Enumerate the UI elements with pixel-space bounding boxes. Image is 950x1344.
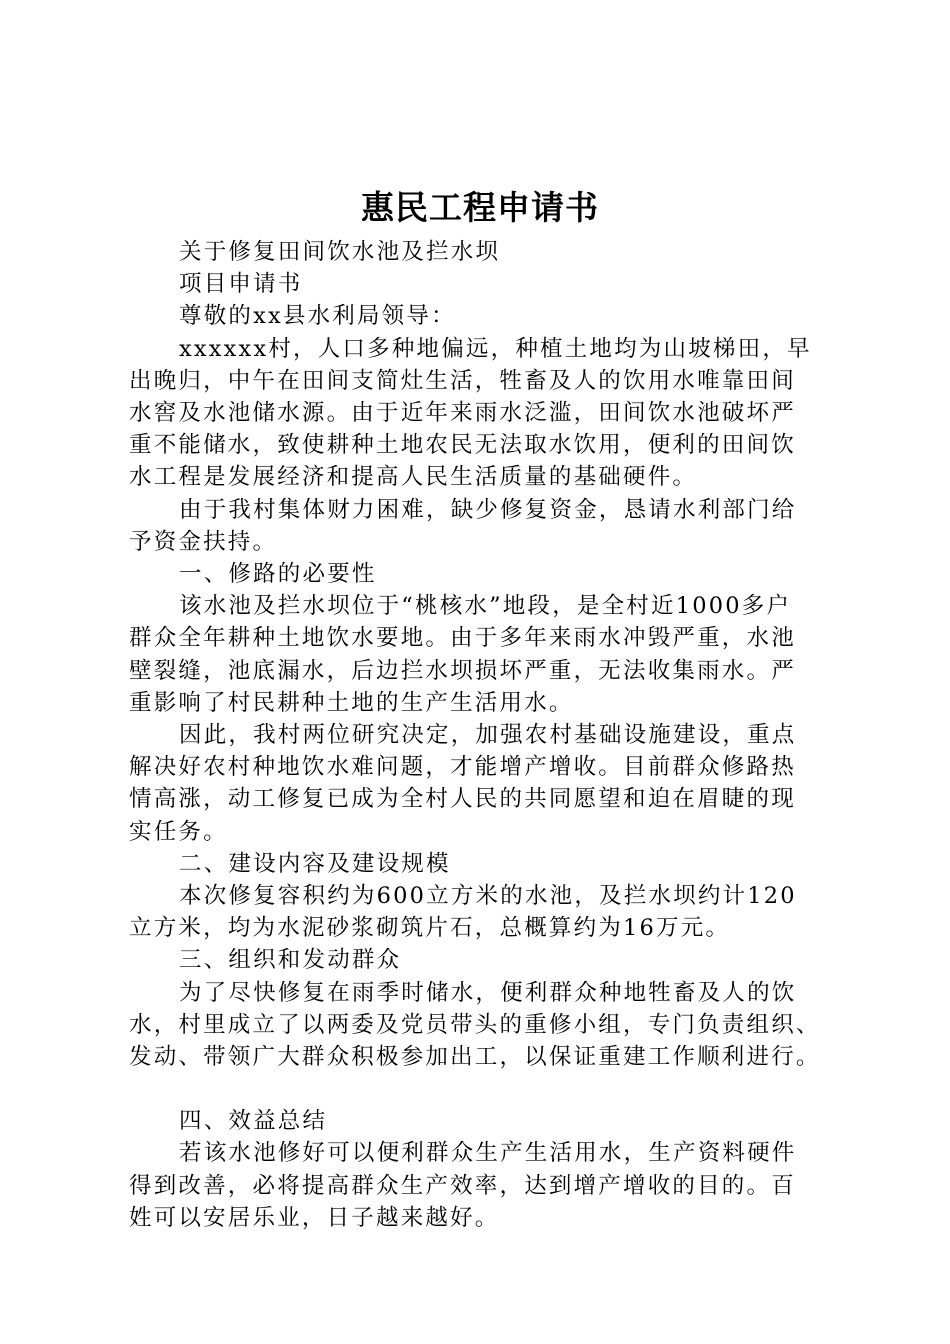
text-line: 项目申请书 [179,271,303,298]
text-line: 二、建设内容及建设规模 [179,850,451,877]
document-body [129,236,841,1234]
text-line: 该水池及拦水坝位于“桃核水”地段，是全村近1000多户 [179,593,792,620]
text-line: 四、效益总结 [179,1108,328,1135]
text-line: 予资金扶持。 [129,528,278,555]
text-line: 发动、带领广大群众积极参加出工，以保证重建工作顺利进行。 [129,1044,821,1071]
text-line: 重影响了村民耕种土地的生产生活用水。 [129,689,574,716]
text-line: 实任务。 [129,818,228,845]
section-heading-1 [129,558,841,590]
text-line: 由于我村集体财力困难，缺少修复资金，恳请水利部门给 [179,496,797,523]
paragraph-request [129,494,841,558]
project-subject-line-2 [129,268,841,300]
text-line: 因此，我村两位研究决定，加强农村基础设施建设，重点 [179,722,797,749]
paragraph-organization [129,977,841,1074]
text-line: 出晚归，中午在田间支简灶生活，牲畜及人的饮用水唯靠田间 [129,367,796,394]
text-line: 重不能储水，致使耕种土地农民无法取水饮用，便利的田间饮 [129,432,796,459]
blank-line [129,1073,841,1105]
text-line: 水，村里成立了以两委及党员带头的重修小组，专门负责组织、 [129,1011,821,1038]
text-line: 三、组织和发动群众 [179,947,402,974]
text-line: 水窖及水池储水源。由于近年来雨水泛滥，田间饮水池破坏严 [129,400,796,427]
text-line: 姓可以安居乐业，日子越来越好。 [129,1204,500,1231]
salutation [129,300,841,332]
text-line: 壁裂缝，池底漏水，后边拦水坝损坏严重，无法收集雨水。严 [129,657,796,684]
text-line: 解决好农村种地饮水难问题，才能增产增收。目前群众修路热 [129,754,796,781]
section-heading-4 [129,1105,841,1137]
text-line: xxxxxx村，人口多种地偏远，种植土地均为山坡梯田，早 [179,335,812,362]
text-line: 得到改善，必将提高群众生产效率，达到增产增收的目的。百 [129,1172,796,1199]
text-line: 若该水池修好可以便利群众生产生活用水，生产资料硬件 [179,1140,797,1167]
text-line: 尊敬的xx县水利局领导： [179,303,456,330]
paragraph-necessity [129,590,841,719]
text-line: 为了尽快修复在雨季时储水，便利群众种地牲畜及人的饮 [179,979,797,1006]
document-title: 惠民工程申请书 [361,188,599,227]
section-heading-3 [129,944,841,976]
text-line: 群众全年耕种土地饮水要地。由于多年来雨水冲毁严重，水池 [129,625,796,652]
text-line: 一、修路的必要性 [179,561,377,588]
text-line: 本次修复容积约为600立方米的水池，及拦水坝约计120 [179,883,797,910]
paragraph-scope [129,880,841,944]
paragraph-background [129,333,841,494]
project-subject-line [129,236,841,268]
text-line: 水工程是发展经济和提高人民生活质量的基础硬件。 [129,464,698,491]
paragraph-decision [129,719,841,848]
text-line: 立方米，均为水泥砂浆砌筑片石，总概算约为16万元。 [129,915,731,942]
text-line: 关于修复田间饮水池及拦水坝 [179,239,501,265]
section-heading-2 [129,848,841,880]
paragraph-benefits [129,1137,841,1234]
text-line: 情高涨，动工修复已成为全村人民的共同愿望和迫在眉睫的现 [129,786,796,813]
